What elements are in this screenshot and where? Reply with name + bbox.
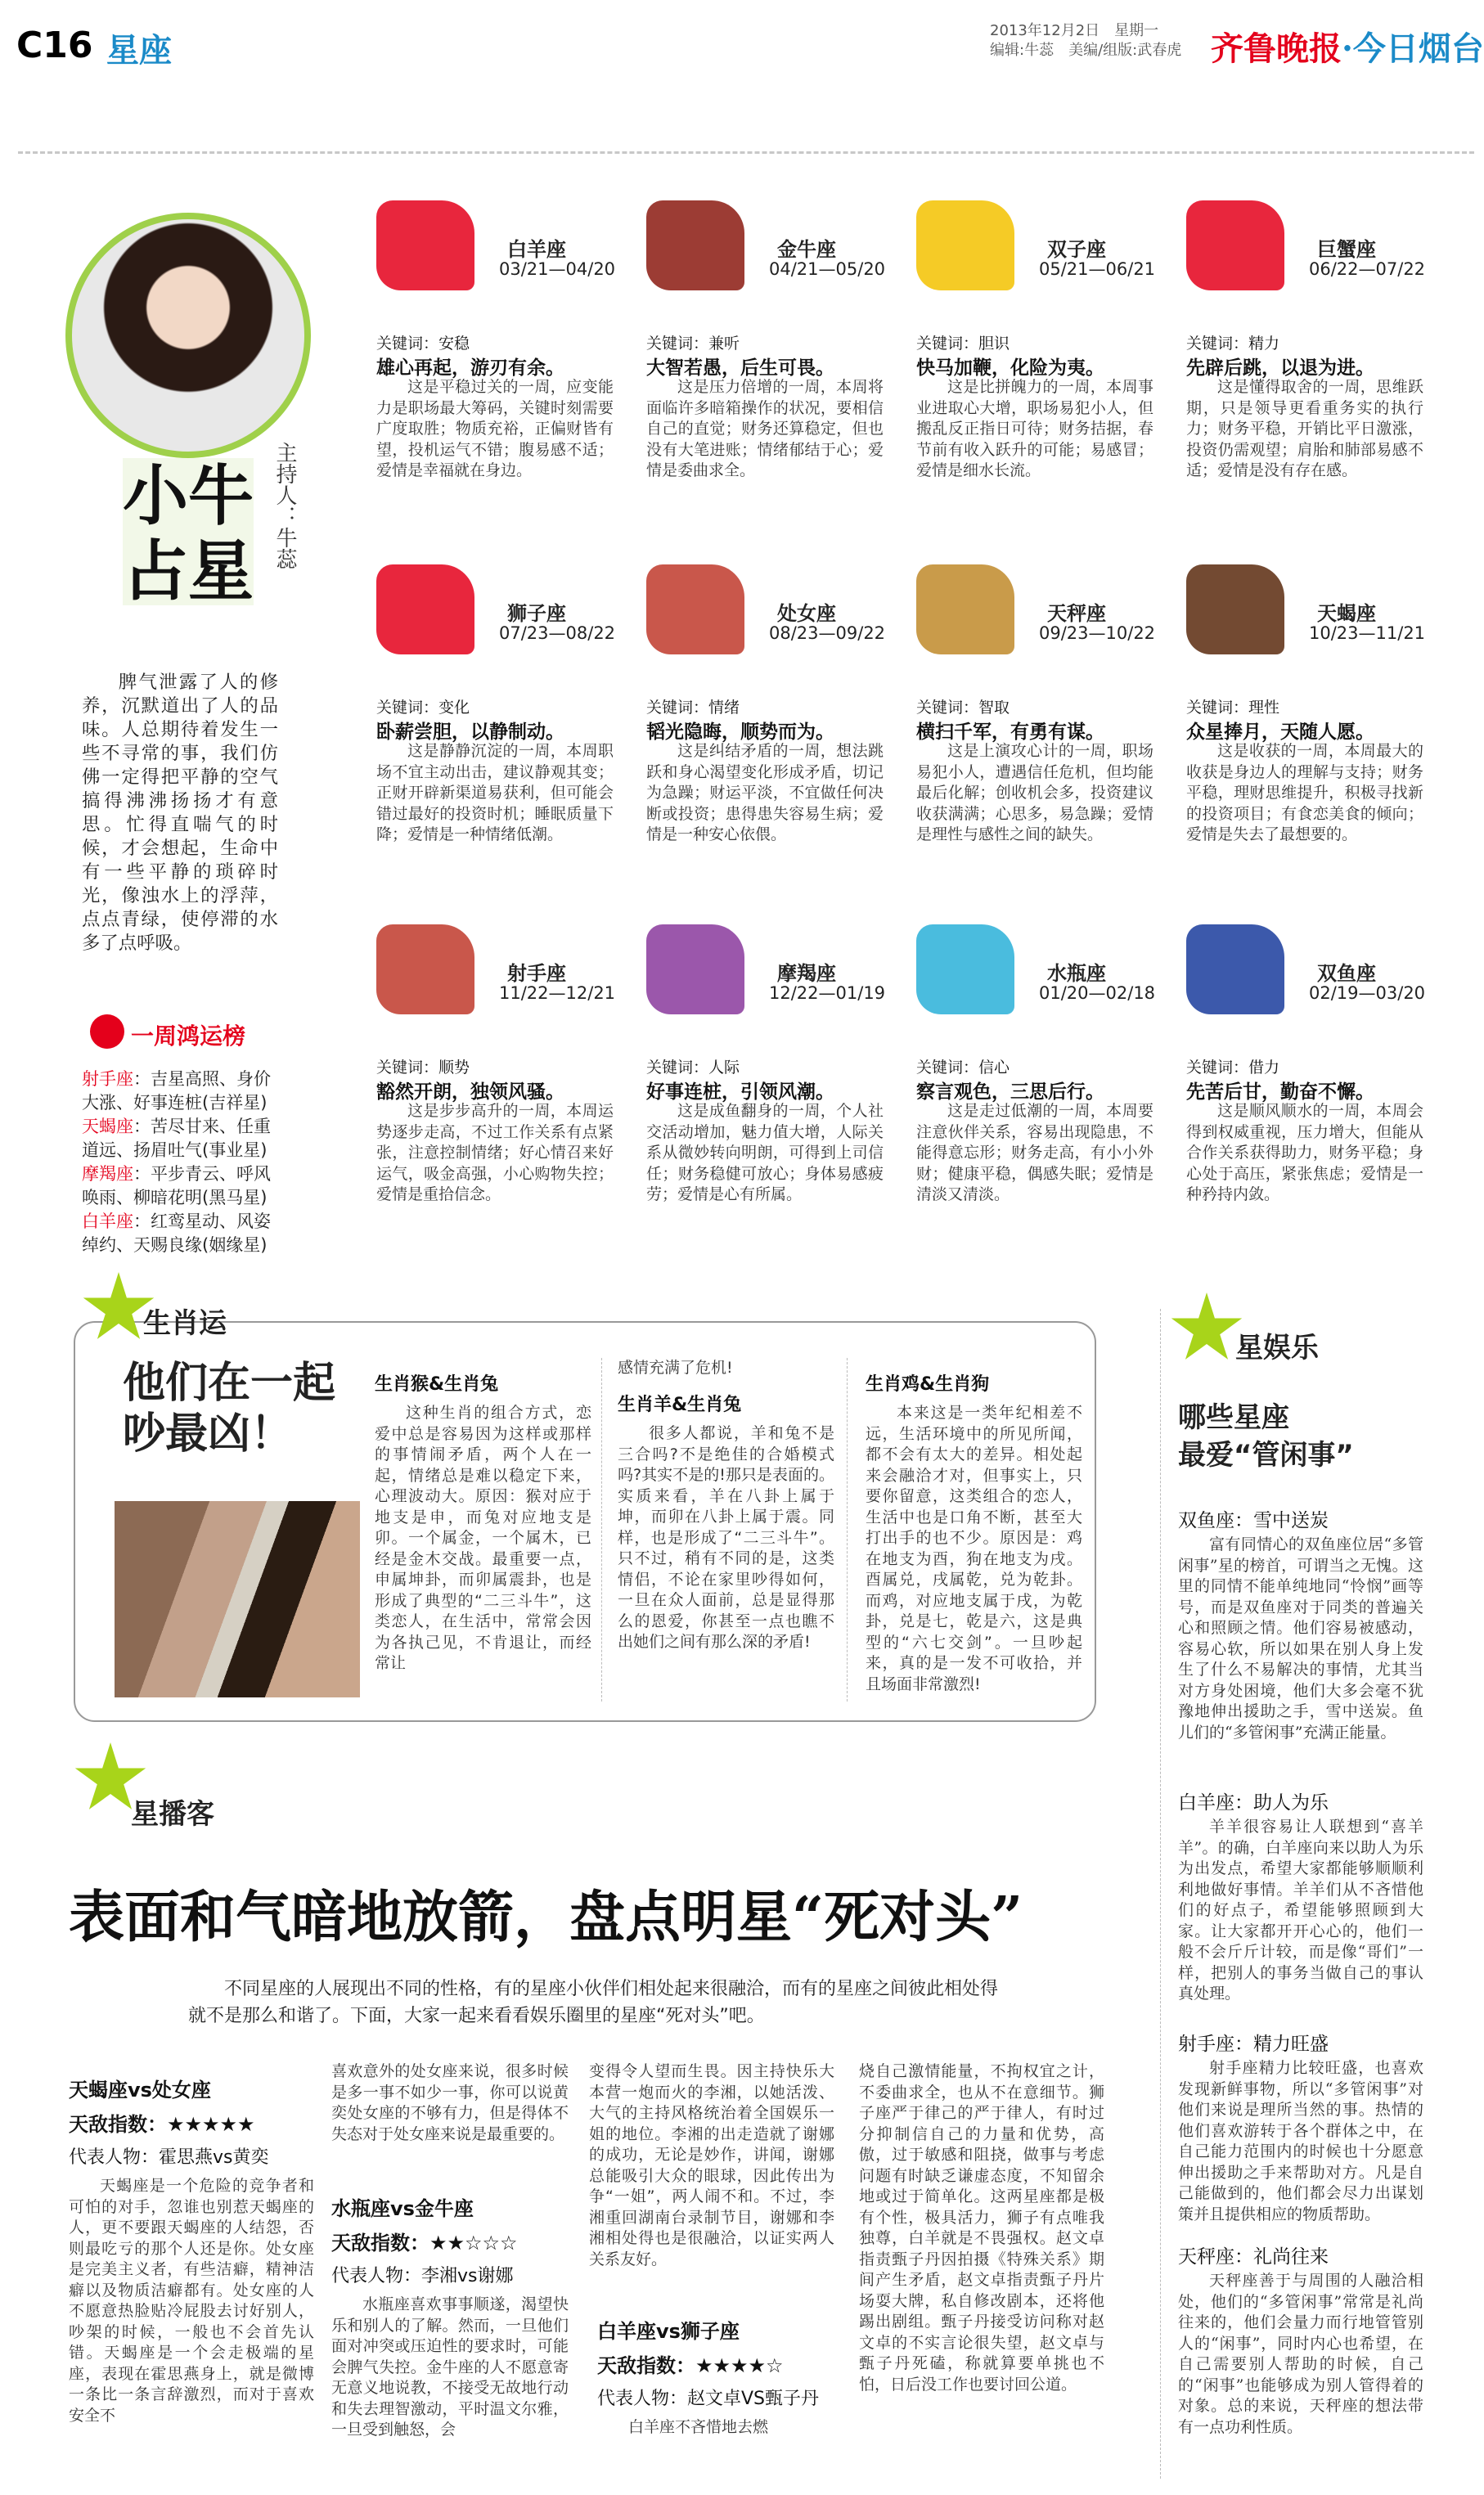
- sign-card: [1186, 564, 1440, 908]
- podcast-col1-body: 天蝎座是一个危险的竞争者和可怕的对手，忽谁也别惹天蝎座的人，更不要跟天蝎座的人结怨，否则最吃亏的那个人还是你。处女座是完美主义者，有些洁癖，精神洁癖以及物质洁癖都有。处女座的人不愿意热脸贴冷屁股去讨好别人，吵架的时候，一般也不会首先认错。天蝎座是一个会走极端的星座，表现在霍思燕身上，就是微博一条比一条言辞激烈，而对于喜欢安全不: [69, 2177, 314, 2425]
- sign-dates: 12/22—01/19: [769, 983, 886, 1003]
- scorpion-icon: [1186, 564, 1284, 654]
- ranking-item: 射手座：吉星高照、身价大涨、好事连桩(吉祥星): [82, 1069, 271, 1113]
- sign-headline: 雄心再起，游刃有余。: [376, 357, 564, 379]
- sign-body: 这是成鱼翻身的一周，个人社交活动增加，魅力值大增，人际关系从微妙转向明朗，可得到上司信任；财务稳健可放心；身体易感疲劳；爱情是心有所属。: [646, 1102, 884, 1203]
- fish-icon: [1186, 924, 1284, 1014]
- sign-headline: 先辟后跳，以退为进。: [1186, 357, 1374, 379]
- sign-card: [646, 564, 900, 908]
- ranking-item: 摩羯座：平步青云、呼风唤雨、柳暗花明(黑马星): [82, 1164, 271, 1207]
- sign-name: 天蝎座: [1317, 602, 1376, 625]
- sign-keyword: 关键词：兼听: [646, 335, 740, 353]
- sign-card: [376, 564, 630, 908]
- crab-icon: [1186, 200, 1284, 290]
- sign-name: 天秤座: [1047, 602, 1106, 625]
- representatives: 代表人物：霍思燕vs黄奕: [69, 2147, 269, 2168]
- couple-photo: [115, 1501, 360, 1697]
- ent-item-head: 双鱼座：雪中送炭: [1178, 1510, 1329, 1531]
- sign-card: [916, 200, 1170, 544]
- sign-body: 这是平稳过关的一周，应变能力是职场最大筹码，关键时刻需要广度取胜；物质充裕，正偏财皆有望，投机运气不错；腹易感不适；爱情是幸福就在身边。: [376, 378, 614, 479]
- sign-headline: 先苦后甘，勤奋不懈。: [1186, 1081, 1374, 1103]
- rivalry-index: 天敌指数：★★★★☆: [597, 2354, 784, 2377]
- sign-keyword: 关键词：精力: [1186, 335, 1280, 353]
- twins-icon: [916, 200, 1014, 290]
- sign-keyword: 关键词：安稳: [376, 335, 470, 353]
- sign-card: [916, 564, 1170, 908]
- column-title: [123, 457, 254, 609]
- podcast-col2-top: 喜欢意外的处女座来说，很多时候是多一事不如少一事，你可以说黄奕处女座的不够有力，但是得体不失态对于处女座来说是最重要的。: [331, 2062, 569, 2143]
- ranking-item: 白羊座：红鸾星动、风姿绰约、天赐良缘(姻缘星): [82, 1212, 271, 1255]
- column-title-line2: 占星: [123, 533, 254, 609]
- column-divider: [1160, 1309, 1161, 2479]
- pair-title: 白羊座vs狮子座: [597, 2320, 740, 2343]
- sign-dates: 07/23—08/22: [499, 623, 616, 643]
- zodiac-col2-body: 很多人都说，羊和兔不是三合吗?不是绝佳的合婚模式吗?其实不是的!那只是表面的。实质来看，羊在八卦上属于坤，而卯在八卦上属于震。同样，也是形成了“二三斗牛”。只不过，稍有不同的是，这类情侣，不论在家里吵得如何，一旦在众人面前，总是显得那么的恩爱，你甚至一点也瞧不出她们之间有那么深的矛盾!: [618, 1424, 834, 1651]
- ranking-title: 一周鸿运榜: [131, 1023, 246, 1050]
- arrow-icon: [376, 924, 474, 1014]
- podcast-lead: 不同星座的人展现出不同的性格，有的星座小伙伴们相处起来很融洽，而有的星座之间彼此相处得就不是那么和谐了。下面，大家一起来看看娱乐圈里的星座“死对头”吧。: [188, 1979, 999, 2026]
- sign-body: 这是懂得取舍的一周，思维跃期，只是领导更看重务实的执行力；财务平稳，开销比平日激涨，投资仍需观望；肩胎和肺部易感不适；爱情是没有存在感。: [1186, 378, 1423, 479]
- sign-keyword: 关键词：借力: [1186, 1059, 1280, 1077]
- sign-name: 狮子座: [507, 602, 566, 625]
- sign-headline: 好事连桩，引领风潮。: [646, 1081, 834, 1103]
- ent-item-body: 射手座精力比较旺盛，也喜欢发现新鲜事物，所以“多管闲事”对他们来说是理所当然的事。热情的他们喜欢游转于各个群体之中，在自己能力范围内的时候也十分愿意伸出援助之手来帮助对方。凡是自己能做到的，他们都会尽力出谋划策并且提供相应的物质帮助。: [1178, 2059, 1423, 2223]
- sign-headline: 横扫千军，有勇有谋。: [916, 722, 1104, 743]
- sign-card: [376, 924, 630, 1268]
- sign-body: 这是上演攻心计的一周，职场易犯小人，遭遇信任危机，但均能最后化解；创收机会多，投资建议收获满满；心思多，易急躁；爱情是理性与感性之间的缺失。: [916, 742, 1153, 843]
- brand-suffix: ·今日烟台: [1342, 29, 1484, 68]
- sign-name: 射手座: [507, 962, 566, 985]
- zodiac-col1-body: 这种生肖的组合方式，恋爱中总是容易因为这样或那样的事情闹矛盾，两个人在一起，情绪总是难以稳定下来，心理波动大。原因：猴对应于地支是申，而兔对应地支是卯。一个属金，一个属木，已经是金木交战。最重要一点，申属坤卦，而卯属震卦，也是形成了典型的“二三斗牛”，这类恋人，在生活中，常常会因为各执己见，不肯退让，而经常让: [375, 1404, 591, 1672]
- brand-name: 齐鲁晚报: [1211, 29, 1342, 68]
- sign-dates: 02/19—03/20: [1309, 983, 1426, 1003]
- sign-card: [1186, 924, 1440, 1268]
- sign-name: 金牛座: [777, 238, 836, 261]
- sign-card: [646, 200, 900, 544]
- ent-item-body: 羊羊很容易让人联想到“喜羊羊”。的确，白羊座向来以助人为乐为出发点，希望大家都能够顺顺利利地做好事情。羊羊们从不吝惜他们的好点子，希望能够照顾到大家。让大家都开开心心的，他们一般不会斤斤计较，而是像“哥们”一样，把别人的事务当做自己的事认真处理。: [1178, 1818, 1423, 2003]
- zodiac-col3-title: 生肖鸡&生肖狗: [866, 1374, 990, 1395]
- sign-headline: 大智若愚，后生可畏。: [646, 357, 834, 379]
- page-code: C16: [16, 25, 93, 66]
- podcast-col4-body: 烧自己激情能量，不拘权宜之计，不委曲求全，也从不在意细节。狮子座严于律己的严于律人，有时过分抑制信自己的力量和优势，高傲，过于敏感和阻挠，做事与考虑问题有时缺乏谦虚态度，不知留余地或过于简单化。这两星座都是极有个性，极具活力，狮子有点唯我独尊，白羊就是不畏强权。赵文卓指责甄子丹因拍摄《特殊关系》期间产生矛盾，赵文卓指责甄子丹片场耍大牌，私自修改剧本，还将他踢出剧组。甄子丹接受访问称对赵文卓的不实言论很失望，赵文卓与甄子丹死磕，称就算要单挑也不怕，日后没工作也要讨回公道。: [859, 2062, 1104, 2394]
- column-divider: [601, 1358, 602, 1702]
- ent-title: 哪些星座 最爱“管闲事”: [1178, 1401, 1354, 1472]
- ent-item-head: 天秤座：礼尚往来: [1178, 2246, 1329, 2268]
- sign-name: 双子座: [1047, 238, 1106, 261]
- ram-icon: [376, 200, 474, 290]
- sign-name: 摩羯座: [777, 962, 836, 985]
- sign-dates: 08/23—09/22: [769, 623, 886, 643]
- sign-body: 这是比拼魄力的一周，本周事业进取心大增，职场易犯小人，但搬乱反正指日可待；财务拮据，春节前有收入跃升的可能；易感冒；爱情是细水长流。: [916, 378, 1153, 479]
- pair-title: 水瓶座vs金牛座: [331, 2197, 474, 2220]
- sign-body: 这是压力倍增的一周，本周将面临许多暗箱操作的状况，要相信自己的直觉；财务还算稳定，但也没有大笔进账；情绪郁结于心；爱情是委曲求全。: [646, 378, 884, 479]
- sign-card: [376, 200, 630, 544]
- bull-icon: [646, 200, 744, 290]
- sign-headline: 卧薪尝胆，以静制动。: [376, 722, 564, 743]
- ent-item-body: 天秤座善于与周围的人融洽相处，他们的“多管闲事”常常是礼尚往来的，他们会量力而行地管管别人的“闲事”，同时内心也希望，在自己需要别人帮助的时候，自己的“闲事”也能够成为别人管得着的对象。总的来说，天秤座的想法带有一点功利性质。: [1178, 2272, 1423, 2436]
- ent-item-head: 射手座：精力旺盛: [1178, 2034, 1329, 2055]
- sign-body: 这是走过低潮的一周，本周要注意伙伴关系，容易出现隐患，不能得意忘形；财务走高，有小小外财；健康平稳，偶感失眠；爱情是清淡又清淡。: [916, 1102, 1153, 1203]
- column-divider: [847, 1358, 848, 1702]
- sign-name: 处女座: [777, 602, 836, 625]
- sign-headline: 豁然开朗，独领风骚。: [376, 1081, 564, 1103]
- sign-body: 这是静静沉淀的一周，本周职场不宜主动出击，建议静观其变；正财开辟新渠道易获利，但可能会错过最好的投资时机；睡眠质量下降；爱情是一种情绪低潮。: [376, 742, 614, 843]
- ranking-list: [82, 1068, 282, 1257]
- sign-dates: 01/20—02/18: [1039, 983, 1156, 1003]
- rivalry-index: 天敌指数：★★★★★: [69, 2113, 255, 2136]
- sign-name: 白羊座: [507, 238, 566, 261]
- column-title-line1: 小牛: [123, 457, 254, 534]
- star-icon: [1170, 1292, 1243, 1366]
- host-avatar: [65, 213, 311, 458]
- sign-name: 水瓶座: [1047, 962, 1106, 985]
- sign-headline: 众星捧月，天随人愿。: [1186, 722, 1374, 743]
- podcast-headline: 表面和气暗地放箭，盘点明星“死对头”: [69, 1885, 1023, 1950]
- sign-keyword: 关键词：智取: [916, 699, 1010, 717]
- sign-headline: 察言观色，三思后行。: [916, 1081, 1104, 1103]
- sign-card: [646, 924, 900, 1268]
- sign-body: 这是步步高升的一周，本周运势逐步走高，不过工作关系有点紧张，注意控制情绪；好心情召来好运气，吸金高强，小心购物失控；爱情是重拾信念。: [376, 1102, 614, 1203]
- sign-headline: 快马加鞭，化险为夷。: [916, 357, 1104, 379]
- host-credit: 主持人：牛蕊: [272, 442, 297, 569]
- sign-headline: 韬光隐晦，顺势而为。: [646, 722, 834, 743]
- sign-card: [1186, 200, 1440, 544]
- podcast-label: 星播客: [131, 1798, 214, 1831]
- sign-body: 这是纠结矛盾的一周，想法跳跃和身心渴望变化形成矛盾，切记为急躁；财运平淡，不宜做任何决断或投资；患得患失容易生病；爱情是一种安心依偎。: [646, 742, 884, 843]
- pair-title: 天蝎座vs处女座: [69, 2079, 211, 2102]
- representatives: 代表人物：李湘vs谢娜: [331, 2266, 514, 2286]
- header-divider: [18, 151, 1474, 156]
- sign-keyword: 关键词：理性: [1186, 699, 1280, 717]
- sign-keyword: 关键词：情绪: [646, 699, 740, 717]
- rivalry-index: 天敌指数：★★☆☆☆: [331, 2232, 518, 2254]
- ranking-item: 天蝎座：苦尽甘来、任重道远、扬眉吐气(事业星): [82, 1117, 271, 1160]
- zodiac-col3-body: 本来这是一类年纪相差不远，生活环境中的所见所闻，都不会有太大的差异。相处起来会融洽才对，但事实上，只要你留意，这类组合的恋人，生活中也是口角不断，甚至大打出手的也不少。原因是：鸡在地支为酉，狗在地支为戌。酉属兑，戌属乾，兑为乾卦。而鸡，对应地支属于戌，为乾卦，兑是七，乾是六，这是典型的“六七交剑”。一旦吵起来，真的是一发不可收拾，并且场面非常激烈!: [866, 1404, 1082, 1693]
- sign-dates: 03/21—04/20: [499, 259, 616, 279]
- intro-text: 脾气泄露了人的修养，沉默道出了人的品味。人总期待着发生一些不寻常的事，我们仿佛一定得把平静的空气搞得沸沸扬扬才有意思。忙得直喘气的时候，才会想起，生命中有一些平静的琐碎时光，像浊水上的浮萍，点点青绿，使停滞的水多了点呼吸。: [82, 672, 278, 954]
- section-title: 星座: [106, 32, 172, 70]
- sign-dates: 09/23—10/22: [1039, 623, 1156, 643]
- zodiac-label: 生肖运: [143, 1307, 227, 1340]
- scales-icon: [916, 564, 1014, 654]
- sign-name: 巨蟹座: [1317, 238, 1376, 261]
- sign-card: [916, 924, 1170, 1268]
- sign-keyword: 关键词：胆识: [916, 335, 1010, 353]
- ent-item-head: 白羊座：助人为乐: [1178, 1792, 1329, 1814]
- editors-credit: 编辑:牛蕊 美编/组版:武春虎: [990, 42, 1182, 59]
- podcast-col3-body: 白羊座不吝惜地去燃: [628, 2418, 769, 2436]
- ent-item-body: 富有同情心的双鱼座位居“多管闲事”星的榜首，可谓当之无愧。这里的同情不能单纯地同“怜悯”画等号，而是双鱼座对于同类的普遍关心和照顾之情。他们容易被感动，容易心软，所以如果在别人身上发生了什么不易解决的事情，尤其当对方身处困境，他们大多会毫不犹豫地伸出援助之手，雪中送炭。鱼儿们的“多管闲事”充满正能量。: [1178, 1535, 1423, 1742]
- ribbon-icon: [90, 1014, 124, 1049]
- water-icon: [916, 924, 1014, 1014]
- sign-dates: 06/22—07/22: [1309, 259, 1426, 279]
- issue-date: 2013年12月2日 星期一: [990, 22, 1159, 39]
- zodiac-col2-title: 生肖羊&生肖兔: [618, 1395, 742, 1415]
- sign-dates: 10/23—11/21: [1309, 623, 1426, 643]
- lion-icon: [376, 564, 474, 654]
- sign-keyword: 关键词：人际: [646, 1059, 740, 1077]
- representatives: 代表人物：赵文卓VS甄子丹: [597, 2389, 820, 2409]
- sign-dates: 04/21—05/20: [769, 259, 886, 279]
- sign-body: 这是顺风顺水的一周，本周会得到权威重视，压力增大，但能从合作关系获得助力，财务平稳；身心处于高压，紧张焦虑；爱情是一种矜持内敛。: [1186, 1102, 1423, 1203]
- sign-keyword: 关键词：顺势: [376, 1059, 470, 1077]
- sign-dates: 11/22—12/21: [499, 983, 616, 1003]
- podcast-col2-body: 水瓶座喜欢事事顺遂，渴望快乐和别人的了解。然而，一旦他们面对冲突或压迫性的要求时，可能会脾气失控。金牛座的人不愿意寄无意义地说教，不接受无故地行动和失去理智激动，平时温文尔雅，一旦受到触怒，会: [331, 2295, 569, 2439]
- zodiac-col1-title: 生肖猴&生肖兔: [375, 1374, 499, 1395]
- zodiac-col2-top: 感情充满了危机!: [618, 1359, 733, 1377]
- sign-name: 双鱼座: [1317, 962, 1376, 985]
- masthead-meta: [990, 21, 1203, 61]
- maiden-icon: [646, 564, 744, 654]
- podcast-col3-top: 变得令人望而生畏。因主持快乐大本营一炮而火的李湘，以她活泼、大气的主持风格统治着全国娱乐一姐的地位。李湘的出走造就了谢娜的成功，无论是妙作，讲闻，谢娜总能吸引大众的眼球，因此传出为争“一姐”，两人闹不和。不过，李湘重回湖南台录制节目，谢娜和李湘相处得也是很融洽，以证实两人关系友好。: [589, 2062, 834, 2268]
- sign-body: 这是收获的一周，本周最大的收获是身边人的理解与支持；财务平稳，理财思维提升，积极寻找新的投资项目；有食恋美食的倾向；爱情是失去了最想要的。: [1186, 742, 1423, 843]
- sign-dates: 05/21—06/21: [1039, 259, 1156, 279]
- zodiac-headline: 他们在一起 吵最凶！: [123, 1359, 336, 1459]
- brand-logo: [1211, 23, 1484, 70]
- goat-icon: [646, 924, 744, 1014]
- sign-keyword: 关键词：变化: [376, 699, 470, 717]
- sign-keyword: 关键词：信心: [916, 1059, 1010, 1077]
- ent-label: 星娱乐: [1235, 1332, 1319, 1364]
